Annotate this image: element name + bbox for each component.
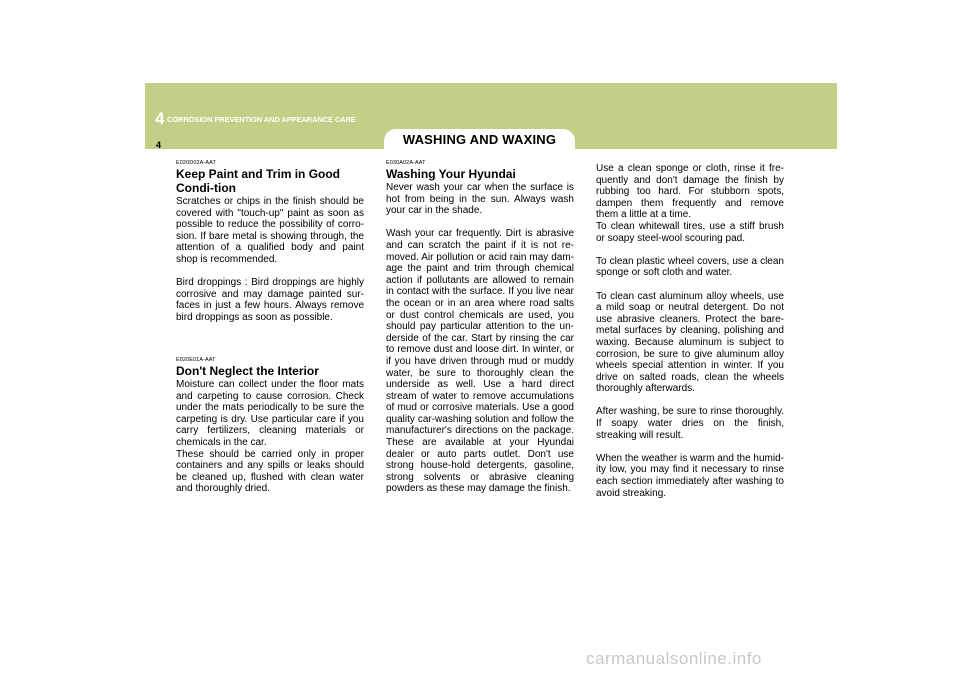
paragraph: Moisture can collect under the floor mats and carpeting to cause corrosion. Check under the mats periodically to be sure the carpeting is dry. Use particular care if you carry fertilizers, cleaning materials or chemicals in the car. These should be carried only in proper containers and any spills or leaks should be cleaned up, flushed with clean water and thoroughly dried.	[176, 379, 364, 495]
paragraph: Use a clean sponge or cloth, rinse it fre-quently and don't damage the finish by rubbing too hard. For stubborn spots, dampen them frequently and remove them a little at a time. To clean whitewall tires, use a stiff brush or soapy steel-wool scouring pad.	[596, 163, 784, 244]
section-code: E020D02A-AAT	[176, 160, 216, 166]
paragraph: To clean plastic wheel covers, use a clean sponge or soft cloth and water.	[596, 255, 784, 279]
section-code: E020E01A-AAT	[176, 357, 216, 363]
section-title-tab: WASHING AND WAXING	[384, 129, 575, 149]
paragraph: Wash your car frequently. Dirt is abrasive and can scratch the paint if it is not re-moved. Air pollution or acid rain may dam-age the paint and trim through chemical action if pollutants are allowed to remain in contact with the surface. If you live near the ocean or in an area where road salts or dust control chemicals are used, you should pay particular attention to the un-derside of the car. Start by rinsing the car to remove dust and loose dirt. In winter, or if you have driven through mud or muddy water, be sure to thoroughly clean the underside as well. Use a hard direct stream of water to remove accumulations of mud or corrosive materials. Use a good quality car-washing solution and follow the manufacturer's directions on the package. These are available at your Hyundai dealer or auto parts outlet. Don't use strong house-hold detergents, gasoline, strong solvents or abrasive cleaning powders as these may damage the finish.	[386, 228, 574, 495]
watermark: carmanualsonline.info	[586, 649, 762, 668]
column-1-section-2	[176, 357, 364, 495]
paragraph: To clean cast aluminum alloy wheels, use a mild soap or neutral detergent. Do not use abrasive cleaners. Protect the bare-metal surfaces by cleaning, polishing and waxing. Because aluminum is subject to corrosion, be sure to give aluminum alloy wheels special attention in winter. If you drive on salted roads, clean the wheels thoroughly afterwards.	[596, 290, 784, 395]
paragraph: After washing, be sure to rinse thoroughly. If soapy water dries on the finish, streaking will result.	[596, 406, 784, 441]
paragraph: Scratches or chips in the finish should be covered with "touch-up" paint as soon as possible to reduce the possibility of corro-sion. If bare metal is showing through, the attention of a qualified body and paint shop is recommended.	[176, 196, 364, 265]
page-number: 4	[156, 140, 162, 150]
chapter-title: CORROSION PREVENTION AND APPEARANCE CARE	[167, 115, 356, 124]
section-heading: Keep Paint and Trim in Good Condi-tion	[176, 167, 341, 195]
column-2	[386, 160, 574, 495]
chapter-number: 4	[155, 109, 165, 128]
column-1	[176, 160, 364, 324]
paragraph: When the weather is warm and the humid-ity low, you may find it necessary to rinse each section immediately after washing to avoid streaking.	[596, 452, 784, 499]
paragraph: Bird droppings : Bird droppings are highly corrosive and may damage painted sur-faces in just a few hours. Always remove bird droppings as soon as possible.	[176, 277, 364, 323]
column-3	[596, 163, 784, 499]
paragraph: Never wash your car when the surface is hot from being in the sun. Always wash your car in the shade.	[386, 182, 574, 217]
section-heading: Don't Neglect the Interior	[176, 364, 319, 378]
section-code: E030A02A-AAT	[386, 160, 426, 166]
section-heading: Washing Your Hyundai	[386, 167, 516, 181]
